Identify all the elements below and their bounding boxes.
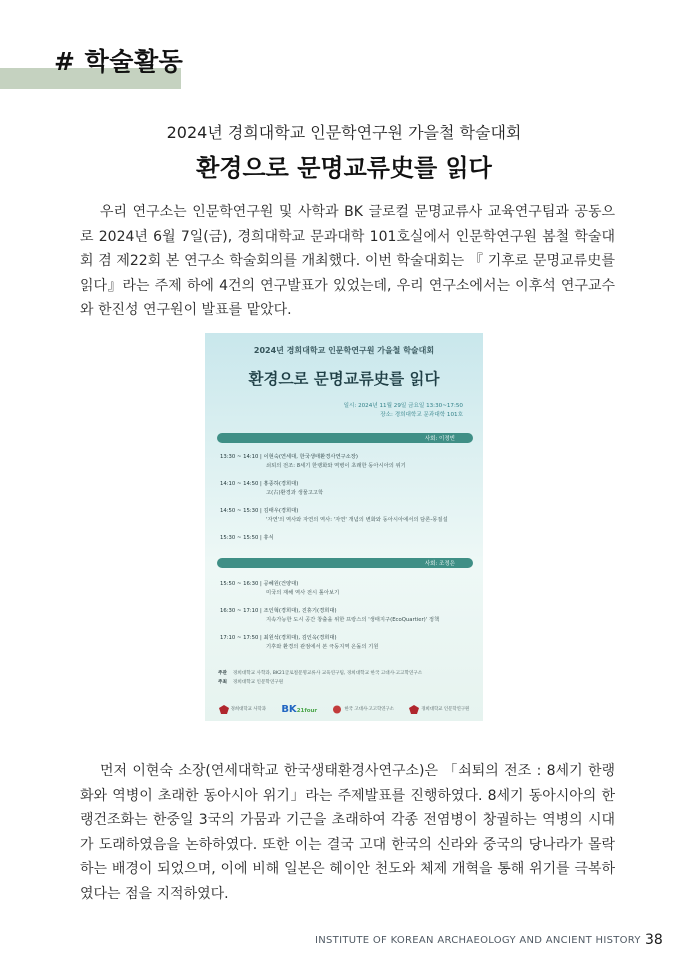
program-topic: 고(古)환경과 생물고고학 xyxy=(266,490,324,496)
program-time-speaker: 17:10 ~ 17:50 | 최원석(경희대), 김인옥(경희대) xyxy=(220,635,337,641)
program-topic: 미국의 재해 역사 전시 톺아보기 xyxy=(266,590,340,596)
university-emblem-icon xyxy=(409,705,419,714)
poster-title: 환경으로 문명교류史를 읽다 xyxy=(248,370,440,388)
logo-archaeology-institute: 한국 고대사·고고학연구소 xyxy=(332,705,393,714)
poster-host: 주관 경희대학교 사학과, BK21글로컬문명교류사 교육연구팀, 경희대학교 한국 고대사·고고학연구소 xyxy=(218,671,423,676)
session1-list xyxy=(220,452,470,551)
program-item xyxy=(220,452,470,470)
session1-moderator: 사회: 이정빈 xyxy=(424,436,455,442)
footer-publication-name: INSTITUTE OF KOREAN ARCHAEOLOGY AND ANCIENT HISTORY xyxy=(315,935,641,946)
intro-paragraph: 우리 연구소는 인문학연구원 및 사학과 BK 글로컬 문명교류사 교육연구팀과 공동으로 2024년 6월 7일(금), 경희대학교 문과대학 101호실에서 인문학연구원 봄철 학술대회 겸 제22회 본 연구소 학술회의를 개최했다. 이번 학술대회는 『 기후로 문명교류史를 읽다』라는 주제 하에 4건의 연구발표가 있었는데, 우리 연구소에서는 이후석 연구교수와 한진성 연구원이 발표를 맡았다. xyxy=(80,204,615,318)
article-subtitle: 2024년 경희대학교 인문학연구원 가을철 학술대회 xyxy=(166,123,522,142)
page-number: 38 xyxy=(645,932,663,948)
section-title: # 학술활동 xyxy=(54,47,184,76)
program-time-speaker: 15:30 ~ 15:50 | 휴식 xyxy=(220,535,274,541)
logo-humanities-institute: 경희대학교 인문학연구원 xyxy=(409,705,469,714)
program-time-speaker: 16:30 ~ 17:10 | 조인혁(경희대), 진휴기(경희대) xyxy=(220,608,337,614)
program-item xyxy=(220,606,470,624)
session1-bar xyxy=(217,433,473,443)
conference-poster xyxy=(205,333,483,721)
program-item xyxy=(220,479,470,497)
program-item xyxy=(220,633,470,651)
poster-subtitle: 2024년 경희대학교 인문학연구원 가을철 학술대회 xyxy=(253,346,435,355)
program-time-speaker: 15:50 ~ 16:30 | 공혜원(건양대) xyxy=(220,581,299,587)
program-item xyxy=(220,579,470,597)
session2-moderator: 사회: 조정은 xyxy=(424,561,455,567)
university-emblem-icon xyxy=(219,705,229,714)
program-time-speaker: 14:10 ~ 14:50 | 홍종하(경희대) xyxy=(220,481,299,487)
program-topic: 기후와 환경의 관점에서 본 극동지역 온돌의 기원 xyxy=(266,644,379,650)
logo-bk21: BK21four xyxy=(281,703,318,715)
body-paragraph: 먼저 이현숙 소장(연세대학교 한국생태환경사연구소)은 「쇠퇴의 전조 : 8세기 한랭화와 역병이 초래한 동아시아 위기」라는 주제발표를 진행하였다. 8세기 동아시아의 한랭건조화는 한중일 3국의 가뭄과 기근을 초래하여 각종 전염병이 창궐하는 역병의 시대가 도래하였음을 논하하였다. 또한 이는 결국 고대 한국의 신라와 중국의 당나라가 몰락하는 배경이 되었으며, 이에 비해 일본은 헤이안 천도와 체제 개혁을 통해 위기를 극복하였다는 점을 지적하였다. xyxy=(80,763,615,902)
program-time-speaker: 13:30 ~ 14:10 | 이현숙(연세대, 한국생태환경사연구소장) xyxy=(220,454,358,460)
poster-schedule-info xyxy=(344,402,463,420)
program-topic: 쇠퇴의 전조: 8세기 한랭화와 역병이 초래한 동아시아의 위기 xyxy=(266,463,406,469)
program-item xyxy=(220,533,470,542)
poster-organizer: 주최 경희대학교 인문학연구원 xyxy=(218,680,284,685)
program-topic: 지속가능한 도시 공간 창출을 위한 프랑스의 '생태지구(EcoQuartier)' 정책 xyxy=(266,617,440,623)
session2-bar xyxy=(217,558,473,568)
logo-history-dept: 경희대학교 사학과 xyxy=(219,705,266,714)
institute-emblem-icon xyxy=(332,705,342,714)
poster-date: 일시: 2024년 11월 29일 금요일 13:30~17:50 xyxy=(343,403,463,409)
poster-logo-row xyxy=(205,697,483,721)
poster-venue: 장소: 경희대학교 문과대학 101호 xyxy=(380,412,463,418)
article-title: 환경으로 문명교류史를 읽다 xyxy=(196,154,492,182)
program-item xyxy=(220,506,470,524)
session2-list xyxy=(220,579,470,660)
program-topic: '자연'의 역사와 자연의 역사: '자연' 개념의 변화와 동아시아에서의 담론-몽질설 xyxy=(266,517,448,523)
poster-credits xyxy=(218,669,474,687)
program-time-speaker: 14:50 ~ 15:30 | 김태우(경희대) xyxy=(220,508,299,514)
